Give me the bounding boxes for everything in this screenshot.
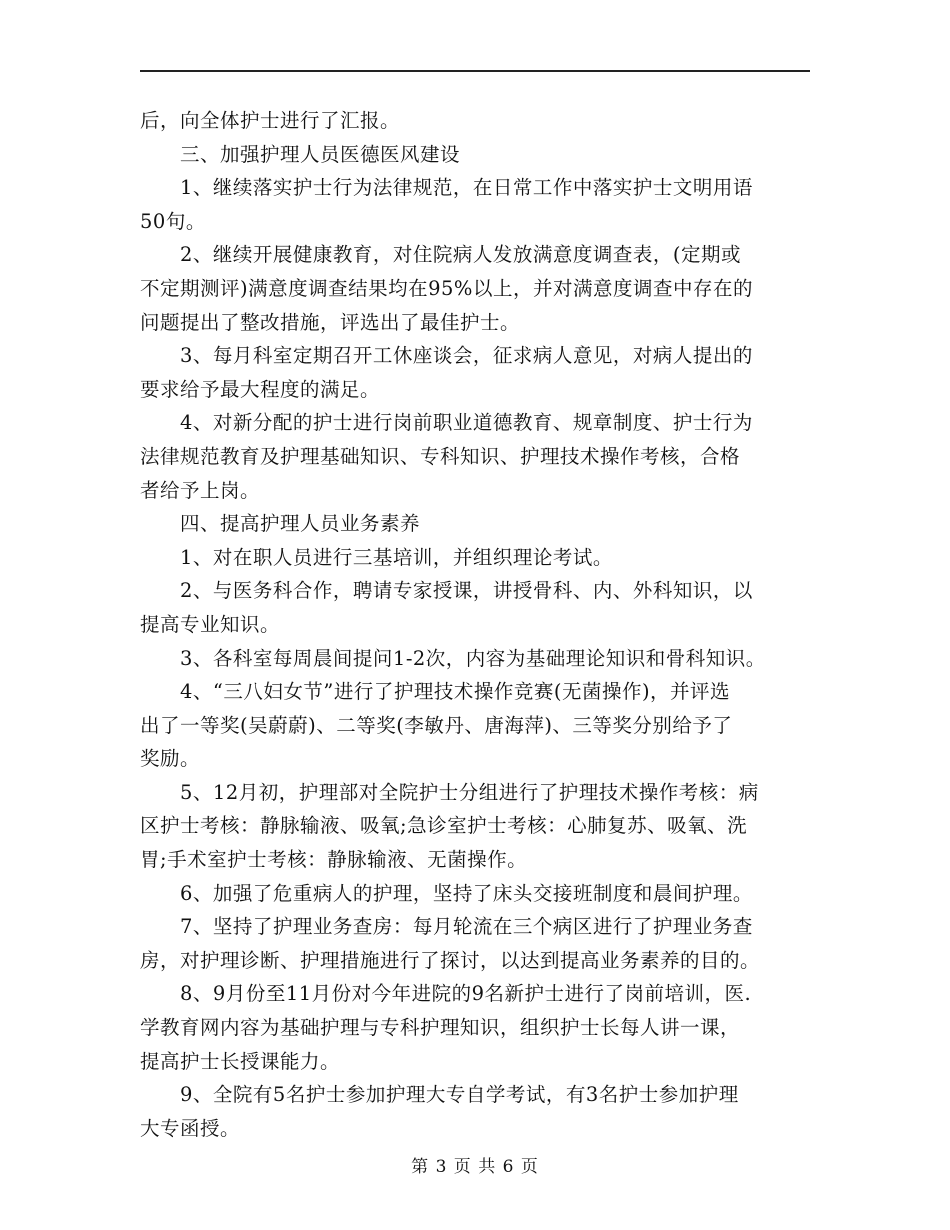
- header-rule: [140, 70, 810, 72]
- text-line: 后，向全体护士进行了汇报。: [140, 109, 401, 132]
- text-line: 房，对护理诊断、护理措施进行了探讨，以达到提高业务素养的目的。: [140, 948, 761, 972]
- text-line: 大专函授。: [140, 1116, 241, 1140]
- text-line: 5、12月初，护理部对全院护士分组进行了护理技术操作考核：病: [180, 780, 759, 804]
- text-line: 9、全院有5名护士参加护理大专自学考试，有3名护士参加护理: [180, 1083, 739, 1107]
- text-line: 7、坚持了护理业务查房：每月轮流在三个病区进行了护理业务查: [180, 915, 753, 939]
- text-line: 2、继续开展健康教育，对住院病人发放满意度调查表，(定期或: [180, 243, 742, 267]
- text-line: 4、对新分配的护士进行岗前职业道德教育、规章制度、护士行为: [180, 411, 753, 435]
- text-line: 奖励。: [140, 747, 201, 771]
- text-line: 法律规范教育及护理基础知识、专科知识、护理技术操作考核，合格: [140, 444, 741, 468]
- text-line: 四、提高护理人员业务素养: [180, 512, 421, 536]
- text-line: 问题提出了整改措施，评选出了最佳护士。: [140, 310, 521, 334]
- text-line: 2、与医务科合作，聘请专家授课，讲授骨科、内、外科知识，以: [180, 579, 753, 603]
- text-line: 出了一等奖(吴蔚蔚)、二等奖(李敏丹、唐海萍)、三等奖分别给予了: [140, 713, 733, 737]
- text-line: 不定期测评)满意度调查结果均在95%以上，并对满意度调查中存在的: [140, 276, 753, 300]
- text-line: 学教育网内容为基础护理与专科护理知识，组织护士长每人讲一课，: [140, 1016, 741, 1040]
- text-line: 提高护士长授课能力。: [140, 1049, 341, 1073]
- page-footer: 第 3 页 共 6 页: [411, 1157, 539, 1177]
- text-line: 者给予上岗。: [140, 478, 261, 502]
- text-line: 胃;手术室护士考核：静脉输液、无菌操作。: [140, 848, 528, 872]
- text-line: 提高专业知识。: [140, 612, 281, 636]
- text-line: 要求给予最大程度的满足。: [140, 377, 381, 401]
- text-line: 1、继续落实护士行为法律规范，在日常工作中落实护士文明用语: [180, 176, 753, 200]
- text-line: 区护士考核：静脉输液、吸氧;急诊室护士考核：心肺复苏、吸氧、洗: [140, 814, 748, 838]
- text-line: 50句。: [140, 209, 206, 233]
- text-line: 三、加强护理人员医德医风建设: [180, 142, 461, 166]
- text-line: 6、加强了危重病人的护理，坚持了床头交接班制度和晨间护理。: [180, 881, 753, 905]
- text-line: 8、9月份至11月份对今年进院的9名新护士进行了岗前培训，医.: [180, 982, 752, 1006]
- document-body: [140, 104, 820, 1145]
- text-line: 4、“三八妇女节”进行了护理技术操作竞赛(无菌操作)，并评选: [180, 680, 731, 704]
- text-line: 3、每月科室定期召开工休座谈会，征求病人意见，对病人提出的: [180, 344, 753, 368]
- text-line: 1、对在职人员进行三基培训，并组织理论考试。: [180, 545, 613, 569]
- text-line: 3、各科室每周晨间提问1-2次，内容为基础理论知识和骨科知识。: [180, 646, 766, 670]
